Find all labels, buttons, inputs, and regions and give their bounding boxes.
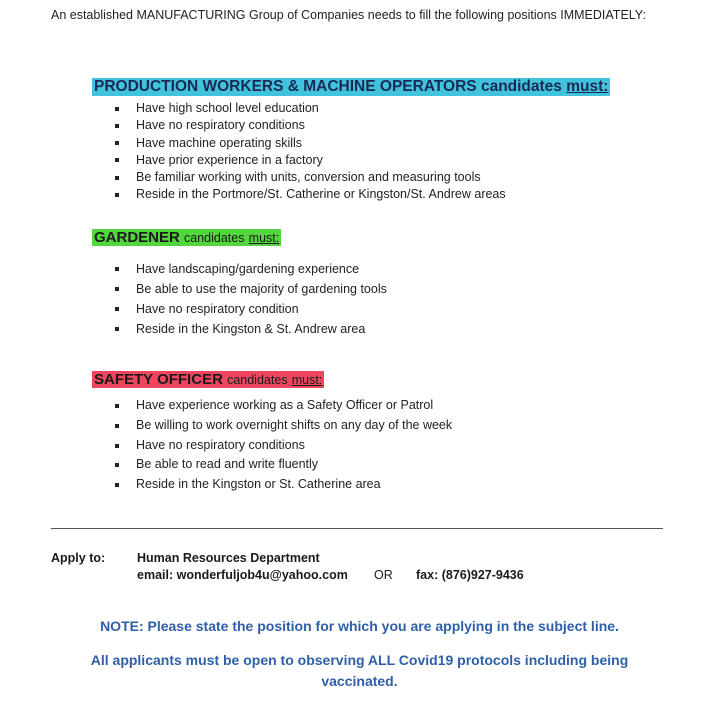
apply-or: OR: [374, 568, 393, 582]
apply-email: email: wonderfuljob4u@yahoo.com: [137, 568, 348, 582]
list-item: Have no respiratory condition: [115, 299, 387, 319]
list-item: Reside in the Portmore/St. Catherine or Kingston/St. Andrew areas: [115, 186, 506, 203]
apply-department: Human Resources Department: [137, 551, 320, 565]
production-must: must:: [566, 78, 609, 95]
note-covid-line1: All applicants must be open to observing ALL Covid19 protocols including being: [90, 652, 629, 668]
list-item: Have no respiratory conditions: [115, 436, 452, 456]
gardener-title: GARDENER: [94, 229, 180, 246]
apply-label: Apply to:: [51, 551, 106, 565]
list-item: Have machine operating skills: [115, 135, 506, 152]
list-item: Reside in the Kingston & St. Andrew area: [115, 319, 387, 339]
safety-officer-must: must:: [291, 373, 323, 387]
gardener-requirements-list: [115, 259, 387, 339]
gardener-heading: [92, 229, 281, 246]
list-item: Have prior experience in a factory: [115, 152, 506, 169]
list-item: Be able to read and write fluently: [115, 455, 452, 475]
note-covid-line2: vaccinated.: [321, 673, 398, 689]
list-item: Be familiar working with units, conversion and measuring tools: [115, 169, 506, 186]
gardener-suffix: candidates: [184, 231, 245, 245]
safety-officer-suffix: candidates: [227, 373, 288, 387]
production-requirements-list: [115, 100, 506, 204]
gardener-must: must:: [248, 231, 280, 245]
list-item: Have high school level education: [115, 100, 506, 117]
list-item: Have landscaping/gardening experience: [115, 259, 387, 279]
list-item: Be able to use the majority of gardening tools: [115, 279, 387, 299]
divider: [51, 528, 663, 529]
list-item: Be willing to work overnight shifts on any day of the week: [115, 416, 452, 436]
list-item: Have experience working as a Safety Officer or Patrol: [115, 396, 452, 416]
note-subject-line: NOTE: Please state the position for which you are applying in the subject line.: [100, 618, 619, 634]
apply-fax: fax: (876)927-9436: [416, 568, 524, 582]
safety-officer-title: SAFETY OFFICER: [94, 371, 223, 388]
note-covid-protocols: [0, 650, 719, 692]
production-heading: [92, 78, 610, 96]
list-item: Reside in the Kingston or St. Catherine area: [115, 475, 452, 495]
intro-text: An established MANUFACTURING Group of Companies needs to fill the following positions IMMEDIATELY:: [51, 8, 646, 22]
safety-officer-heading: [92, 371, 324, 388]
safety-officer-requirements-list: [115, 396, 452, 495]
production-title: PRODUCTION WORKERS & MACHINE OPERATORS: [94, 78, 477, 95]
production-suffix: candidates: [480, 78, 562, 95]
list-item: Have no respiratory conditions: [115, 117, 506, 134]
